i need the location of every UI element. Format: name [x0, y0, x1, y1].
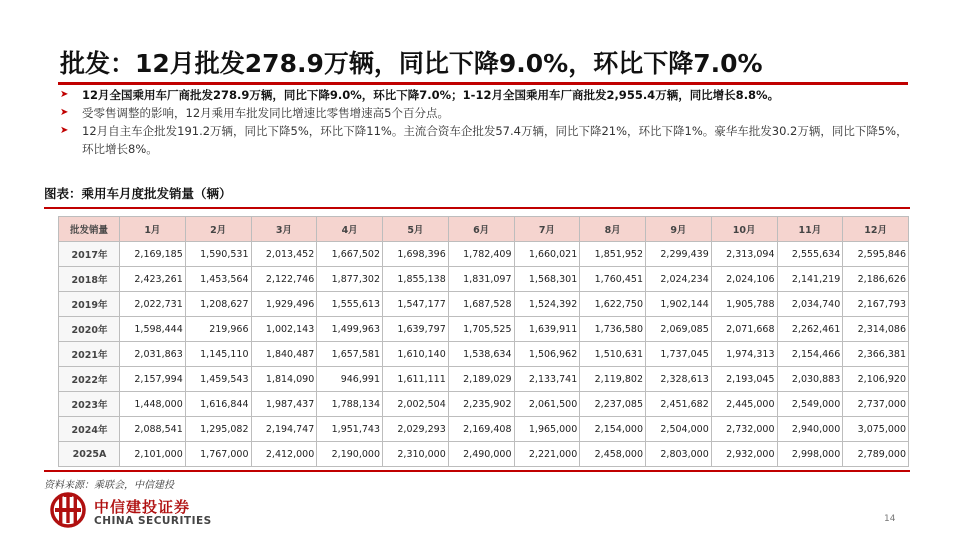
table-cell: 2,133,741 [514, 367, 580, 392]
table-row [59, 317, 909, 342]
table-cell: 1,639,911 [514, 317, 580, 342]
table-cell: 2,789,000 [843, 442, 909, 467]
table-cell: 2,237,085 [580, 392, 646, 417]
company-name: 中信建投证券 [94, 498, 191, 516]
table-cell: 1,610,140 [383, 342, 449, 367]
table-cell: 2,314,086 [843, 317, 909, 342]
table-header-cell: 11月 [777, 217, 843, 242]
table-body [59, 242, 909, 467]
table-header-cell: 4月 [317, 217, 383, 242]
table-cell: 2,169,185 [120, 242, 186, 267]
table-cell: 1,611,111 [383, 367, 449, 392]
table-row [59, 367, 909, 392]
table-cell: 2,101,000 [120, 442, 186, 467]
table-cell: 2,141,219 [777, 267, 843, 292]
table-cell: 1,459,543 [185, 367, 251, 392]
table-cell: 2,119,802 [580, 367, 646, 392]
table-header-cell: 6月 [448, 217, 514, 242]
table-row [59, 342, 909, 367]
table-row [59, 392, 909, 417]
table-cell: 2,732,000 [711, 417, 777, 442]
bullet-arrow-icon: ➤ [60, 107, 69, 118]
row-year-cell: 2017年 [59, 242, 120, 267]
table-cell: 2,154,466 [777, 342, 843, 367]
table-cell: 1,510,631 [580, 342, 646, 367]
table-cell: 1,851,952 [580, 242, 646, 267]
table-cell: 1,538,634 [448, 342, 514, 367]
table-row [59, 442, 909, 467]
table-cell: 2,221,000 [514, 442, 580, 467]
table-cell: 2,458,000 [580, 442, 646, 467]
table-cell: 1,616,844 [185, 392, 251, 417]
page-title: 批发：12月批发278.9万辆，同比下降9.0%，环比下降7.0% [60, 49, 763, 78]
table-cell: 2,310,000 [383, 442, 449, 467]
table-cell: 2,412,000 [251, 442, 317, 467]
company-name-en: CHINA SECURITIES [94, 515, 212, 527]
table-cell: 1,622,750 [580, 292, 646, 317]
bullet-list [60, 86, 910, 158]
row-year-cell: 2019年 [59, 292, 120, 317]
table-cell: 2,167,793 [843, 292, 909, 317]
table-cell: 1,208,627 [185, 292, 251, 317]
table-cell: 1,840,487 [251, 342, 317, 367]
table-header-row [59, 217, 909, 242]
table-cell: 2,013,452 [251, 242, 317, 267]
bullet-item [60, 86, 910, 104]
bullet-item [60, 122, 910, 158]
table-cell: 1,499,963 [317, 317, 383, 342]
table-row [59, 292, 909, 317]
table-cell: 3,075,000 [843, 417, 909, 442]
title-divider [58, 82, 908, 85]
table-cell: 1,568,301 [514, 267, 580, 292]
bullet-text: 受零售调整的影响，12月乘用车批发同比增速比零售增速高5个百分点。 [82, 106, 449, 120]
table-cell: 1,506,962 [514, 342, 580, 367]
table-cell: 219,966 [185, 317, 251, 342]
table-header-cell: 9月 [646, 217, 712, 242]
table-cell: 1,929,496 [251, 292, 317, 317]
table-cell: 1,547,177 [383, 292, 449, 317]
table-cell: 1,698,396 [383, 242, 449, 267]
table-row [59, 242, 909, 267]
table-cell: 2,002,504 [383, 392, 449, 417]
row-year-cell: 2020年 [59, 317, 120, 342]
table-cell: 2,932,000 [711, 442, 777, 467]
table-cell: 1,987,437 [251, 392, 317, 417]
table-header-cell: 批发销量 [59, 217, 120, 242]
table-cell: 1,524,392 [514, 292, 580, 317]
table-row [59, 267, 909, 292]
table-cell: 2,194,747 [251, 417, 317, 442]
table-row [59, 417, 909, 442]
table-header-cell: 7月 [514, 217, 580, 242]
table-cell: 2,940,000 [777, 417, 843, 442]
wholesale-table [58, 216, 909, 467]
table-cell: 2,071,668 [711, 317, 777, 342]
table-cell: 2,737,000 [843, 392, 909, 417]
table-cell: 2,022,731 [120, 292, 186, 317]
table-cell: 2,189,029 [448, 367, 514, 392]
table-cell: 1,974,313 [711, 342, 777, 367]
table-cell: 1,448,000 [120, 392, 186, 417]
table-cell: 2,088,541 [120, 417, 186, 442]
table-header-cell: 12月 [843, 217, 909, 242]
table-cell: 1,905,788 [711, 292, 777, 317]
table-cell: 2,186,626 [843, 267, 909, 292]
table-cell: 2,313,094 [711, 242, 777, 267]
table-cell: 1,737,045 [646, 342, 712, 367]
table-cell: 2,193,045 [711, 367, 777, 392]
table-cell: 1,555,613 [317, 292, 383, 317]
table-cell: 1,902,144 [646, 292, 712, 317]
figure-divider [44, 207, 910, 209]
table-cell: 2,328,613 [646, 367, 712, 392]
table-cell: 2,998,000 [777, 442, 843, 467]
table-cell: 1,590,531 [185, 242, 251, 267]
table-cell: 1,687,528 [448, 292, 514, 317]
row-year-cell: 2023年 [59, 392, 120, 417]
table-cell: 2,061,500 [514, 392, 580, 417]
row-year-cell: 2022年 [59, 367, 120, 392]
table-cell: 2,451,682 [646, 392, 712, 417]
bullet-text: 12月自主车企批发191.2万辆，同比下降5%，环比下降11%。主流合资车企批发57.4万辆，同比下降21%，环比下降1%。豪华车批发30.2万辆，同比下降5%，环比增长8%。 [82, 124, 908, 156]
figure-label: 图表：乘用车月度批发销量（辆） [44, 186, 232, 201]
table-cell: 1,295,082 [185, 417, 251, 442]
source-note: 资料来源：乘联会，中信建投 [44, 470, 910, 491]
table-cell: 1,598,444 [120, 317, 186, 342]
table-cell: 1,782,409 [448, 242, 514, 267]
table-header-cell: 2月 [185, 217, 251, 242]
table-cell: 1,855,138 [383, 267, 449, 292]
table-cell: 1,965,000 [514, 417, 580, 442]
table-cell: 1,831,097 [448, 267, 514, 292]
table-cell: 2,031,863 [120, 342, 186, 367]
table-cell: 1,705,525 [448, 317, 514, 342]
table-cell: 2,445,000 [711, 392, 777, 417]
table-cell: 2,490,000 [448, 442, 514, 467]
table-cell: 1,877,302 [317, 267, 383, 292]
table-cell: 1,736,580 [580, 317, 646, 342]
table-cell: 2,504,000 [646, 417, 712, 442]
table-cell: 2,595,846 [843, 242, 909, 267]
table-cell: 2,029,293 [383, 417, 449, 442]
bullet-text: 12月全国乘用车厂商批发278.9万辆，同比下降9.0%，环比下降7.0%；1-12月全国乘用车厂商批发2,955.4万辆，同比增长8.8%。 [82, 88, 780, 102]
table-cell: 1,760,451 [580, 267, 646, 292]
table-cell: 1,639,797 [383, 317, 449, 342]
table-cell: 2,069,085 [646, 317, 712, 342]
table-cell: 1,951,743 [317, 417, 383, 442]
table-cell: 2,122,746 [251, 267, 317, 292]
table-header-cell: 5月 [383, 217, 449, 242]
table-cell: 2,549,000 [777, 392, 843, 417]
table-cell: 2,034,740 [777, 292, 843, 317]
table-cell: 2,030,883 [777, 367, 843, 392]
table-cell: 2,154,000 [580, 417, 646, 442]
table-cell: 2,157,994 [120, 367, 186, 392]
table-cell: 2,169,408 [448, 417, 514, 442]
table-cell: 1,657,581 [317, 342, 383, 367]
row-year-cell: 2025A [59, 442, 120, 467]
table-header-cell: 3月 [251, 217, 317, 242]
table-cell: 2,366,381 [843, 342, 909, 367]
row-year-cell: 2024年 [59, 417, 120, 442]
bullet-arrow-icon: ➤ [60, 125, 69, 136]
table-cell: 2,262,461 [777, 317, 843, 342]
table-cell: 2,190,000 [317, 442, 383, 467]
table-cell: 1,767,000 [185, 442, 251, 467]
table-cell: 2,024,234 [646, 267, 712, 292]
table-cell: 1,453,564 [185, 267, 251, 292]
table-cell: 1,814,090 [251, 367, 317, 392]
table-cell: 2,423,261 [120, 267, 186, 292]
table-cell: 2,024,106 [711, 267, 777, 292]
table-cell: 1,788,134 [317, 392, 383, 417]
table-cell: 2,803,000 [646, 442, 712, 467]
bullet-item [60, 104, 910, 122]
table-header-cell: 1月 [120, 217, 186, 242]
table-header-cell: 10月 [711, 217, 777, 242]
table-cell: 1,002,143 [251, 317, 317, 342]
table-cell: 2,299,439 [646, 242, 712, 267]
table-cell: 1,660,021 [514, 242, 580, 267]
table-cell: 2,235,902 [448, 392, 514, 417]
bullet-arrow-icon: ➤ [60, 89, 69, 100]
row-year-cell: 2018年 [59, 267, 120, 292]
table-cell: 946,991 [317, 367, 383, 392]
table-cell: 2,106,920 [843, 367, 909, 392]
table-header-cell: 8月 [580, 217, 646, 242]
page-number: 14 [884, 514, 896, 524]
table-cell: 1,667,502 [317, 242, 383, 267]
row-year-cell: 2021年 [59, 342, 120, 367]
table-cell: 1,145,110 [185, 342, 251, 367]
table-cell: 2,555,634 [777, 242, 843, 267]
